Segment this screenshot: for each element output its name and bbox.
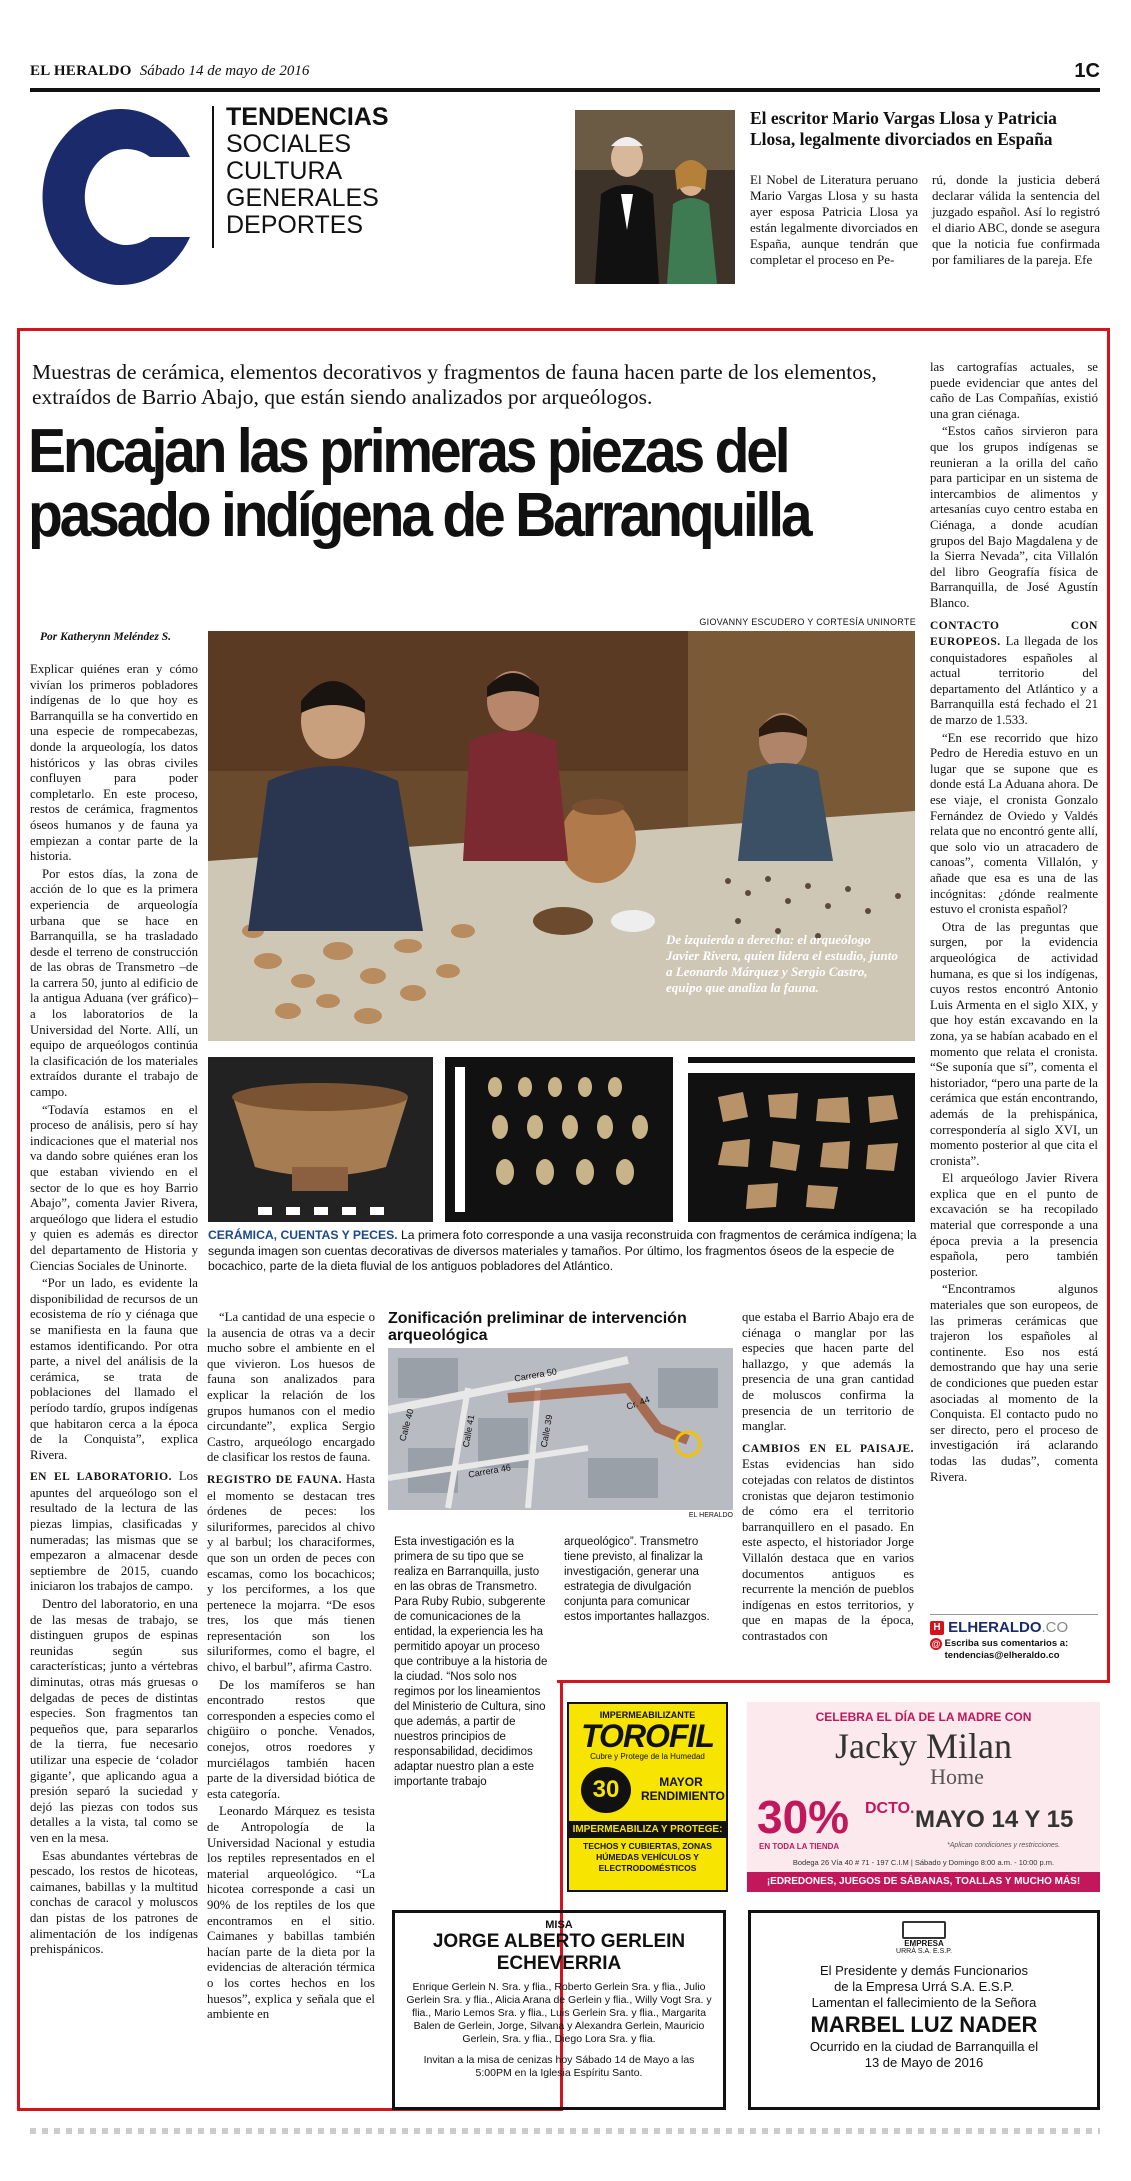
urra-logo-sub: URRÁ S.A. E.S.P. (896, 1948, 952, 1955)
sidebar-col-a: Esta investigación es la primera de su tipo que se realiza en Barranquilla, justo en las obras de Transmetro. Para Ruby Rubio, subgerente de comunicaciones de la entidad, la experiencia les ha permitido apoyar un proceso que contribuye a la historia de la ciudad. “Nos solo nos regimos por los lineamientos del Ministerio de Cultura, sino que además, a partir de nuestros principios de responsabilidad, decidimos adaptar nuestro plan a este importante trabajo (394, 1536, 548, 1788)
urra-logo-name: EMPRESA (904, 1939, 944, 1948)
brief-title: El escritor Mario Vargas Llosa y Patricia Llosa, legalmente divorciados en España (750, 108, 1057, 149)
jacky-top: CELEBRA EL DÍA DE LA MADRE CON (815, 1710, 1032, 1724)
jacky-address: Bodega 26 Vía 40 # 71 - 197 C.I.M | Sábado y Domingo 8:00 a.m. - 10:00 p.m. (792, 1858, 1055, 1867)
map-label-carrera-50: Carrera 50 (513, 1366, 558, 1384)
fish-bones-photo (688, 1057, 915, 1222)
strip-caption-text: La primera foto corresponde a una vasija reconstruida con fragmentos de cerámica indígena; la segunda imagen son cuentas decorativas de diversos materiales y tamaños. Por último, los fragmentos óseos de la especie de bocachico, parte de la dieta fluvial de los antiguos pobladores del Atlántico. (208, 1228, 917, 1273)
map-label-cr-44: Cr. 44 (625, 1394, 652, 1412)
map-label-carrera-46: Carrera 46 (467, 1462, 512, 1480)
urra-line-4: Ocurrido en la ciudad de Barranquilla el (809, 2039, 1039, 2054)
urra-line-3: Lamentan el fallecimiento de la Señora (811, 1995, 1037, 2010)
print-registration-strip (30, 2128, 1100, 2134)
brief-col-1: El Nobel de Literatura peruano Mario Vargas Llosa y su hasta ayer esposa Patricia Llosa ya están legalmente divorciados en España, aunque tendrán que completar el proceso en Pe- (750, 172, 918, 267)
subhead-laboratorio: EN EL LABORATORIO. (30, 1471, 172, 1484)
contact-line-1: Escriba sus comentarios a: (944, 1638, 1069, 1649)
headline-line-2: pasado indígena de Barranquilla (28, 481, 810, 550)
urra-line-1: El Presidente y demás Funcionarios (819, 1963, 1029, 1978)
section-item-deportes[interactable]: DEPORTES (226, 211, 364, 239)
map-label-calle-41: Calle 41 (460, 1413, 477, 1449)
ad-misa (392, 1910, 726, 2110)
byline: Por Katherynn Meléndez S. (40, 631, 171, 643)
misa-label: MISA (545, 1919, 573, 1931)
torofil-brand: TOROFIL (581, 1718, 714, 1754)
torofil-tag: Cubre y Protege de la Humedad (590, 1752, 705, 1761)
subhead-fauna: REGISTRO DE FAUNA. (207, 1473, 343, 1486)
section-item-sociales[interactable]: SOCIALES (226, 130, 352, 158)
main-photo-caption: De izquierda a derecha: el arqueólogo Javier Rivera, quien lidera el estudio, junto a Leonardo Márquez y Sergio Castro, equipo que analiza la fauna. (666, 932, 898, 995)
strip-caption-lead: CERÁMICA, CUENTAS Y PECES. (208, 1228, 398, 1242)
map-label-calle-40: Calle 40 (397, 1407, 416, 1443)
at-icon: @ (931, 1639, 941, 1649)
article-kicker: Muestras de cerámica, elementos decorativos y fragmentos de fauna hacen parte de los elementos, extraídos de Barrio Abajo, que están siendo analizados por arqueólogos. (32, 360, 877, 409)
strip-caption (208, 1228, 918, 1275)
jacky-brand-2: Home (930, 1764, 984, 1789)
ad-urra (748, 1910, 1100, 2110)
paper-name: EL HERALDO (30, 63, 132, 79)
section-c-logo (30, 102, 200, 292)
torofil-line2: TECHOS Y CUBIERTAS, ZONAS HÚMEDAS VEHÍCULOS Y ELECTRODOMÉSTICOS (583, 1841, 712, 1873)
jacky-bottom: ¡EDREDONES, JUEGOS DE SÁBANAS, TOALLAS Y MUCHO MÁS! (747, 1872, 1100, 1892)
section-menu (226, 104, 416, 239)
misa-invite: Invitan a la misa de cenizas hoy Sábado 14 de Mayo a las 5:00PM en la Iglesia Espíritu Santo. (423, 2054, 695, 2079)
section-item-generales[interactable]: GENERALES (226, 184, 379, 212)
torofil-top: IMPERMEABILIZANTE (599, 1710, 696, 1720)
zoning-map (388, 1348, 733, 1510)
subhead-paisaje: CAMBIOS EN EL PAISAJE. (742, 1442, 914, 1455)
body-col-1: Explicar quiénes eran y cómo vivían los primeros pobladores indígenas de lo que hoy es Barranquilla se ha convertido en una especie de rompecabezas, donde la arqueología, los datos históricos y las obras civiles confluyen para poder completarlo. En este proceso, restos de cerámica, fragmentos óseos humanos y de fauna ya empiezan a contar parte de la historia. Por estos días, la zona de acción de lo que es la primera experiencia de arqueología urbana que se hace en Barranquilla, se ha trasladado desde el terreno de construcción de las obras de Transmetro –de la carrera 50, junto al edificio de la antigua Aduana (ver gráfico)– a los laboratorios de la Universidad del Norte. Allí, un equipo de arqueólogos continúa la clasificación de los materiales extraídos durante el trabajo de campo. “Todavía estamos en el proceso de análisis, pero sí hay indicaciones que el material nos va dando sobre quiénes eran los que estaban viviendo en el sector de lo que es hoy Barrio Abajo”, comenta Javier Rivera, arqueólogo que lidera el estudio y quien es además es director del departamento de Historia y Ciencias Sociales de Uninorte. “Por un lado, es evidente la disponibilidad de recursos de un ecosistema de río y ciénaga que se manifiesta en la fauna que estamos identificando. Por otra parte, a nivel del análisis de la cerámica, se trata de poblaciones del llamado el período tardío, grupos indígenas que habitaron cerca a la época de la Conquista”, explica Rivera. EN EL LABORATORIO. Los apuntes del arqueólogo son el resultado de la lectura de las piezas limpias, clasificadas y numeradas; las mismas que se empezaron a almacenar desde septiembre de 2015, cuando iniciaron los trabajos de campo. Dentro del laboratorio, en una de las mesas de trabajo, se distinguen grupos de espinas reunidas según sus características; junto a vértebras diminutas, otras más gruesas o delgadas de peces de distintas especies. Son fragmentos tan pequeños que, para separarlos de la tierra, fue necesario utilizar una especie de ‘colador gigante’, que aplicando agua a presión separó la suciedad y dejó las piezas con todos sus detalles a la vista, tal como se ven en la mesa. Esas abundantes vértebras de pescado, los restos de hicoteas, caimanes, babillas y la multitud conchas de caracol y moluscos dan pistas de los patrones de alimentación de los indígenas prehispánicos. (30, 662, 199, 1957)
vargas-llosa-photo (575, 110, 735, 284)
page-number: 1C (1074, 60, 1100, 82)
jacky-dates: MAYO 14 Y 15 (915, 1806, 1074, 1833)
torofil-badge: MAYOR RENDIMIENTO (641, 1775, 725, 1803)
section-item-tendencias[interactable]: TENDENCIAS (226, 103, 389, 131)
beads-photo (445, 1057, 673, 1222)
heraldo-logo-icon: H (930, 1621, 944, 1635)
section-item-cultura[interactable]: CULTURA (226, 157, 343, 185)
jacky-conditions: *Aplican condiciones y restricciones. (947, 1842, 1061, 1849)
photo-credit: GIOVANNY ESCUDERO Y CORTESÍA UNINORTE (699, 617, 916, 627)
header-rule (30, 88, 1100, 92)
jacky-brand: Jacky Milan (835, 1726, 1012, 1766)
body-col-4: las cartografías actuales, se puede evidenciar que antes del caño de Las Compañías, existió una gran ciénaga. “Estos caños sirvieron para que los grupos indígenas se reunieran a la orilla del caño para participar en un sistema de intercambios de alimentos y artesanías cuyo centro estaba en Ciénaga, a donde acudían grupos del Bajo Magdalena y de la Sierra Nevada”, cita Villalón del libro Geografía física de Barranquilla, de José Agustín Blanco. CONTACTO CON EUROPEOS. La llegada de los conquistadores españoles al actual territorio del departamento del Atlántico y a Barranquilla está fechado el 21 de marzo de 1.533. “En ese recorrido que hizo Pedro de Heredia estuvo en un lugar que se supone que es donde está La Aduana ahora. De ese viaje, el cronista Gonzalo Fernández de Oviedo y Valdés relata que no encontró gente allí, que solo vio un atracadero de canoas”, comenta Villalón, y añade que esa es una de las incógnitas: ¿dónde realmente estuvo el cronista español? Otra de las preguntas que surgen, por la evidencia arqueológica de actividad humana, es que si los indígenas, cuyos restos encontró Antonio Luis Armenta en el siglo XIX, y que hoy están excavando en la zona, ya se habían acabado en el momento que relata el cronista. “Se suponía que sí”, comenta el historiador, “pero una parte de la cerámica que están encontrando, además de la prehispánica, correspondería al siglo XVI, un momento posterior al que cita el cronista”. El arqueólogo Javier Rivera explica que en el punto de excavación se ha recopilado material que corresponde a una época previa a la presencia española, pero también posterior. “Encontramos algunos materiales que son europeos, de las primeras cerámicas que trajeron los españoles al continente. Eso nos está demostrando que hay una serie de condiciones que pueden estar asociadas al momento de la Conquista. El contacto pudo no ser directo, pero el proceso de investigación irá aclarando todas las dudas”, comenta Rivera. (930, 360, 1098, 1484)
brief-col-2: rú, donde la justicia deberá declarar válida la sentencia del juzgado español. Así lo registró el diario ABC, donde se asegura que la noticia fue confirmada por familiares de la pareja. Efe (932, 172, 1100, 267)
urra-line-2: de la Empresa Urrá S.A. E.S.P. (834, 1979, 1014, 1994)
urra-line-5: 13 de Mayo de 2016 (864, 2055, 984, 2070)
map-title: Zonificación preliminar de intervención arqueológica (388, 1310, 687, 1344)
contact-box (930, 1614, 1098, 1671)
section-divider (212, 106, 214, 248)
jacky-dcto: DCTO. (865, 1800, 915, 1817)
ad-jacky-milan[interactable] (747, 1702, 1100, 1892)
map-credit: EL HERALDO (688, 1512, 733, 1519)
contact-brand: H ELHERALDO.CO (930, 1619, 1098, 1636)
misa-name-1: JORGE ALBERTO GERLEIN (432, 1931, 686, 1952)
contact-email[interactable]: tendencias@elheraldo.co (944, 1650, 1060, 1661)
torofil-years: 30 (581, 1767, 631, 1813)
headline-line-1: Encajan las primeras piezas del (28, 417, 788, 486)
urra-name: MARBEL LUZ NADER (810, 2012, 1038, 2037)
jacky-store: EN TODA LA TIENDA (759, 1842, 840, 1851)
torofil-line1: IMPERMEABILIZA Y PROTEGE: (569, 1821, 726, 1838)
jacky-percent: 30% (757, 1791, 850, 1843)
article-headline (28, 417, 838, 550)
ad-torofil[interactable] (567, 1702, 728, 1892)
map-label-calle-39: Calle 39 (538, 1413, 555, 1449)
sidebar-col-b: arqueológico”. Transmetro tiene previsto, al finalizar la investigación, generar una estrategia de divulgación conjunta para comunicar estos importantes hallazgos. (564, 1536, 710, 1623)
misa-family: Enrique Gerlein N. Sra. y flia., Roberto Gerlein Sra. y flia., Julio Gerlein Sra. y flia., Alicia Arana de Gerlein y flia., Willy Vogt Sra. y flia., Mario Lemos Sra. y flia., Luis Gerlein Sra. y flia., Margarita Balen de Gerlein, Jorge, Silvana y Alexandra Gerlein, Mauricio Gerlein, Sra. y flia., Diego Lora Sra. y flia. (406, 1981, 712, 2045)
urra-logo-icon (902, 1921, 946, 1939)
page-header (30, 62, 1100, 82)
vessel-photo (208, 1057, 433, 1222)
issue-date: Sábado 14 de mayo de 2016 (139, 63, 310, 79)
section-letter (30, 102, 200, 292)
misa-name-2: ECHEVERRIA (496, 1953, 622, 1974)
subhead-contacto: CONTACTO CON EUROPEOS. (930, 619, 1098, 649)
body-col-3: que estaba el Barrio Abajo era de ciénaga o manglar por las especies que hacen parte del hallazgo, y que además la presencia de una gran cantidad de moluscos confirma la presencia de un territorio de manglar. CAMBIOS EN EL PAISAJE. Estas evidencias han sido cotejadas con relatos de distintos cronistas que dejaron testimonio de cómo era el territorio barranquillero en el pasado. En este aspecto, el historiador Jorge Villalón destaca que en varios documentos antiguos es recurrente la mención de pueblos indígenas en estos territorios, y que en mapas de la época, contrastados con (742, 1310, 914, 1643)
body-col-2: “La cantidad de una especie o la ausencia de otras va a decir mucho sobre el ambiente en el que vivieron. Los huesos de fauna son analizados para explicar la relación de los grupos humanos con el medio circundante”, explica Sergio Castro, arqueólogo encargado de clasificar los restos de fauna. REGISTRO DE FAUNA. Hasta el momento se destacan tres órdenes de peces: los siluriformes, parecidos al chivo y al barbul; los characiformes, que son un orden de peces con escamas, como los bocachicos; y los perciformes, a los que pertenece la mojarra. “De esos tres, los que más tienen representación son los siluriformes, como el bagre, el chivo, el barbul”, afirma Castro. De los mamíferos se han encontrado restos que corresponden a especies como el chigüiro o ponche. Venados, conejos, otros roedores y murciélagos también hacen parte de la diversidad biótica de esta categoría. Leonardo Márquez es tesista de Antropología de la Universidad Nacional y estudia los reptiles representados en el material arqueológico. “La hicotea corresponde a casi un 90% de los reptiles de los que encontramos en el sitio. Caimanes y babillas también hacían parte de la dieta por la evidencias de alteración térmica o los cortes hechos en los huesos”, explica y señala que el ambiente en (207, 1310, 376, 2022)
